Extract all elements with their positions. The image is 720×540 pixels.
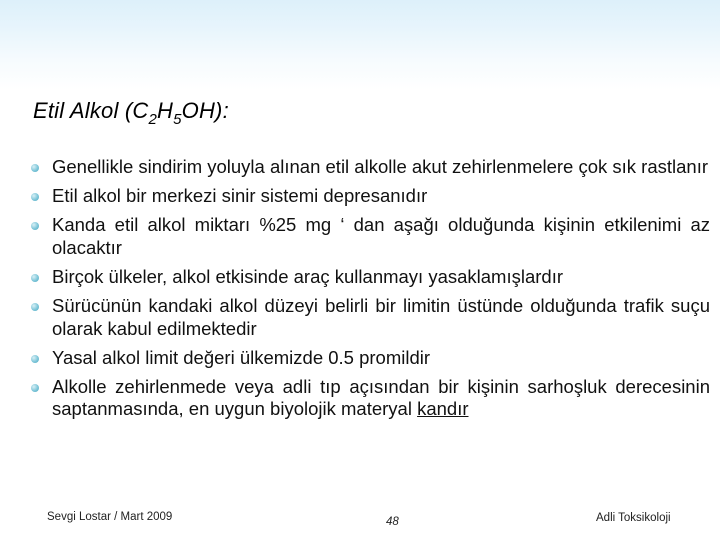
footer-course: Adli Toksikoloji [596, 512, 671, 524]
bullet-item [30, 185, 710, 207]
bullet-list [30, 156, 710, 428]
bullet-item [30, 156, 710, 178]
bullet-dot-icon [31, 355, 39, 363]
bullet-text: Birçok ülkeler, alkol etkisinde araç kullanmayı yasaklamışlardır [52, 266, 564, 288]
bullet-dot-icon [31, 303, 39, 311]
bullet-text: Yasal alkol limit değeri ülkemizde 0.5 promildir [52, 346, 431, 368]
bullet-text: Alkolle zehirlenmede veya adli tıp açısından bir kişinin sarhoşluk derecesinin saptanmasında, en uygun biyolojik materyal [52, 376, 710, 420]
underlined-word: kandır [417, 398, 469, 420]
title-prefix: Etil Alkol (C [33, 98, 149, 123]
bullet-item [30, 347, 710, 369]
bullet-item [30, 266, 710, 288]
bullet-dot-icon [31, 193, 39, 201]
bullet-text: Sürücünün kandaki alkol düzeyi belirli bir limitin üstünde olduğunda trafik suçu olarak kabul edilmektedir [52, 295, 710, 339]
bullet-dot-icon [31, 164, 39, 172]
bullet-dot-icon [31, 222, 39, 230]
title-mid: H [157, 98, 174, 123]
footer-page-number: 48 [386, 516, 399, 528]
footer-author-date: Sevgi Lostar / Mart 2009 [47, 511, 173, 523]
bullet-item [30, 376, 710, 421]
bullet-text: Genellikle sindirim yoluyla alınan etil alkolle akut zehirlenmelere çok sık rastlanır [52, 156, 709, 177]
title-suffix: OH): [181, 98, 229, 123]
bullet-text: Kanda etil alkol miktarı %25 mg ‘ dan aşağı olduğunda kişinin etkilenimi az olacaktır [52, 214, 710, 258]
bullet-dot-icon [31, 384, 39, 392]
bullet-text: Etil alkol bir merkezi sinir sistemi depresanıdır [52, 185, 428, 207]
bullet-item [30, 214, 710, 259]
bullet-dot-icon [31, 274, 39, 282]
bullet-item [30, 295, 710, 340]
slide-title [33, 98, 229, 128]
title-subscript-2: 5 [173, 111, 182, 128]
title-subscript-1: 2 [148, 111, 158, 128]
